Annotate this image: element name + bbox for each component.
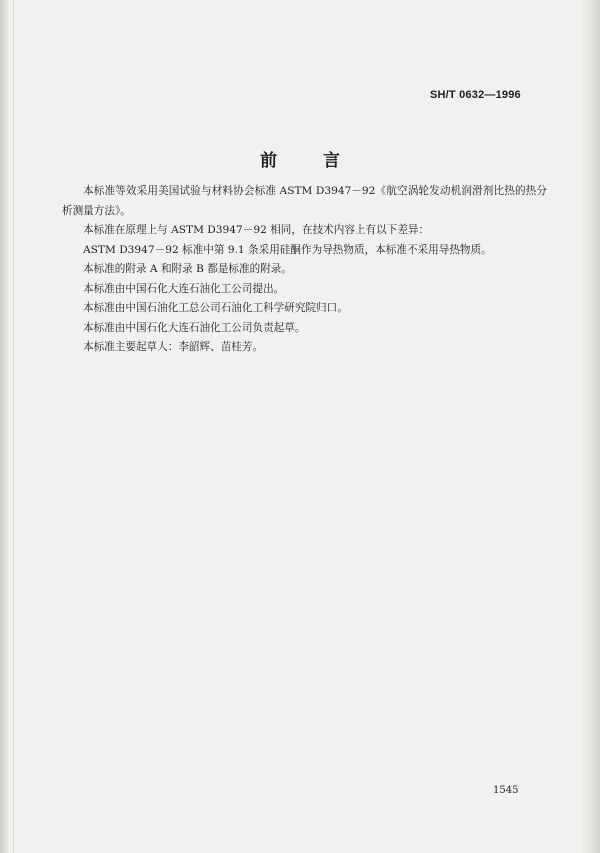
foreword-paragraph: 本标准主要起草人：李韶辉、苗桂芳。: [83, 341, 264, 353]
foreword-paragraph: 本标准由中国石油化工总公司石油化工科学研究院归口。: [83, 302, 348, 314]
standard-code: SH/T 0632—1996: [430, 89, 521, 101]
foreword-paragraph: 本标准由中国石化大连石油化工公司负责起草。: [83, 321, 306, 334]
foreword-paragraph: 本标准的附录 A 和附录 B 都是标准的附录。: [83, 263, 292, 275]
binding-line: [13, 0, 14, 853]
scan-edge-right: [582, 0, 600, 853]
foreword-paragraph: 本标准在原理上与 ASTM D3947－92 相同，在技术内容上有以下差异：: [83, 224, 430, 236]
foreword-paragraph: 本标准由中国石化大连石油化工公司提出。: [83, 282, 285, 295]
page-number: 1545: [493, 785, 519, 796]
foreword-paragraph: ASTM D3947－92 标准中第 9.1 条采用硅酮作为导热物质，本标准不采用导热物质。: [83, 243, 492, 256]
foreword-paragraph: 本标准等效采用美国试验与材料协会标准 ASTM D3947－92《航空涡轮发动机润滑剂比热的热分析测量方法》。: [62, 185, 547, 217]
page-title: 前 言: [260, 151, 360, 171]
scan-edge-left: [0, 0, 9, 853]
foreword-body: [62, 182, 547, 358]
